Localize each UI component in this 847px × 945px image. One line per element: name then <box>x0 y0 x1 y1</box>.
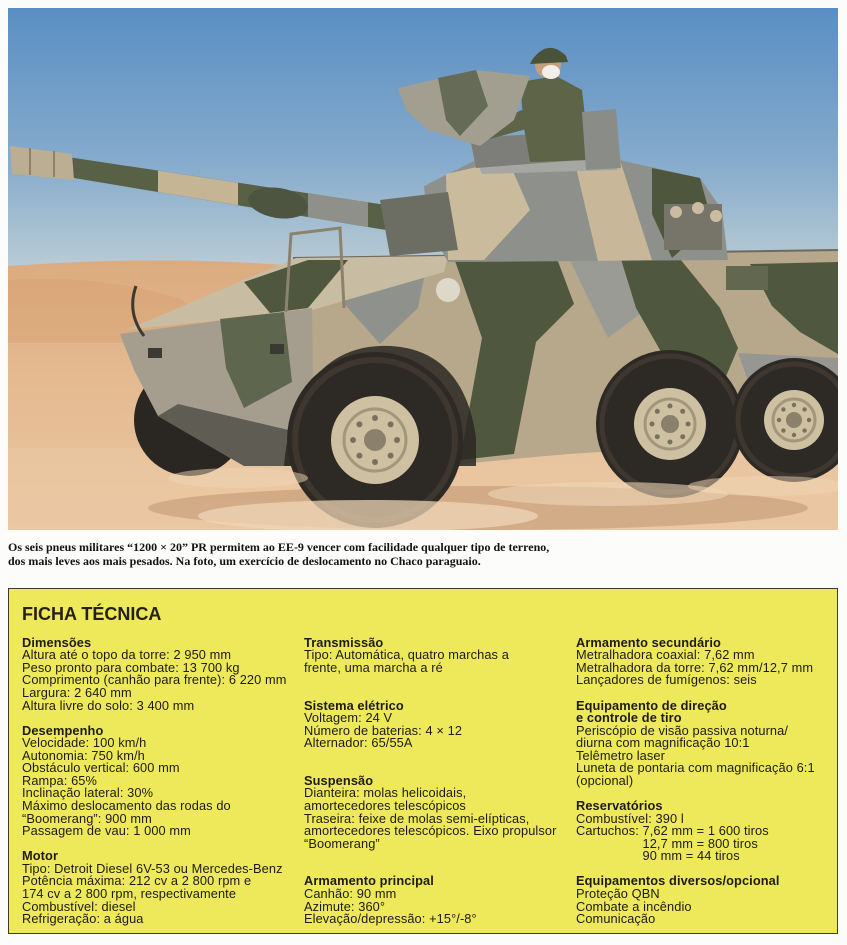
spec-line: Máximo deslocamento das rodas do <box>22 798 231 813</box>
spec-line: Inclinação lateral: 30% <box>22 785 154 801</box>
spec-section-heading: Equipamento de direção <box>576 697 727 713</box>
gun-mantlet <box>380 192 458 256</box>
spec-line: Rampa: 65% <box>22 772 97 788</box>
spec-line: Obstáculo vertical: 600 mm <box>22 760 180 776</box>
photo-caption <box>8 540 838 568</box>
spec-section <box>576 634 815 688</box>
spec-value-line: 90 mm = 44 tiros <box>642 848 740 864</box>
spec-section <box>576 697 815 788</box>
spec-line: 174 cv a 2 800 rpm, respectivamente <box>22 885 237 901</box>
spec-value-line: 12,7 mm = 800 tiros <box>642 835 758 851</box>
headlight <box>148 348 162 358</box>
spec-column <box>576 634 815 927</box>
spec-line: “Boomerang” <box>304 835 380 851</box>
photo-caption-line: Os seis pneus militares “1200 × 20” PR permitem ao EE-9 vencer com facilidade qualquer tipo de terreno, <box>8 540 550 554</box>
spec-section-heading: Suspensão <box>304 772 374 788</box>
wheel <box>596 350 744 498</box>
spec-line: Luneta de pontaria com magnificação 6:1 <box>576 760 815 776</box>
spec-line: Largura: 2 640 mm <box>22 684 132 700</box>
spec-line: amortecedores telescópicos. Eixo propulsor <box>304 823 557 839</box>
spec-section-heading: Transmissão <box>304 634 384 650</box>
spec-line: (opcional) <box>576 772 634 788</box>
spec-line: Peso pronto para combate: 13 700 kg <box>22 659 240 675</box>
spec-column <box>304 634 557 927</box>
spec-line: Telêmetro laser <box>576 747 665 763</box>
spec-line: frente, uma marcha a ré <box>304 659 443 675</box>
smoke-launcher-tube <box>710 210 722 222</box>
spec-section-heading: Motor <box>22 848 59 864</box>
soldier-mask <box>542 65 560 79</box>
spec-line: Altura livre do solo: 3 400 mm <box>22 697 195 713</box>
spec-box <box>8 588 838 934</box>
spec-section <box>22 634 287 713</box>
spec-line: Lançadores de fumígenos: seis <box>576 672 757 688</box>
spec-line: Azimute: 360° <box>304 898 386 914</box>
spec-line: Tipo: Automática, quatro marchas a <box>304 647 509 663</box>
spec-value-line: 7,62 mm = 1 600 tiros <box>642 823 769 839</box>
spec-section-heading: Sistema elétrico <box>304 697 404 713</box>
spec-line: Alternador: 65/55A <box>304 735 413 751</box>
spec-line: Combustível: 390 l <box>576 810 684 826</box>
spec-line: Passagem de vau: 1 000 mm <box>22 823 191 839</box>
spec-line: Combate a incêndio <box>576 898 692 914</box>
spec-section <box>304 697 556 751</box>
vehicle-photo <box>8 8 838 530</box>
spec-multi-values <box>642 825 768 863</box>
spec-line: Elevação/depressão: +15°/-8° <box>304 911 477 927</box>
spec-section-heading: e controle de tiro <box>576 710 682 726</box>
spec-line: Tipo: Detroit Diesel 6V-53 ou Mercedes-Benz <box>22 860 283 876</box>
spec-section-heading: Dimensões <box>22 634 92 650</box>
spec-section-heading: Desempenho <box>22 722 104 738</box>
spec-line: diurna com magnificação 10:1 <box>576 735 750 751</box>
spec-line: Metralhadora coaxial: 7,62 mm <box>576 647 755 663</box>
spec-line: Velocidade: 100 km/h <box>22 735 147 751</box>
spec-line: Metralhadora da torre: 7,62 mm/12,7 mm <box>576 659 814 675</box>
spec-line: Voltagem: 24 V <box>304 710 393 726</box>
spec-section <box>304 875 556 925</box>
spec-box-title: FICHA TÉCNICA <box>22 604 162 624</box>
spec-line: Refrigeração: a água <box>22 911 144 927</box>
spec-line: “Boomerang”: 900 mm <box>22 810 152 826</box>
spec-line: Potência máxima: 212 cv a 2 800 rpm e <box>22 873 252 889</box>
spec-line: Combustível: diesel <box>22 898 136 914</box>
spec-line: Periscópio de visão passiva noturna/ <box>576 722 789 738</box>
spec-section <box>576 875 815 925</box>
spec-line: Número de baterias: 4 × 12 <box>304 722 463 738</box>
spec-multi-label: Cartuchos: <box>576 823 639 839</box>
spec-section <box>304 772 557 851</box>
spec-section <box>576 800 815 863</box>
spec-section-heading: Equipamentos diversos/opcional <box>576 873 780 889</box>
soldier-body <box>520 76 590 162</box>
spec-line: Dianteira: molas helicoidais, <box>304 785 467 801</box>
spec-line: Traseira: feixe de molas semi-elípticas, <box>304 810 530 826</box>
right-hatch <box>582 109 621 170</box>
spec-line: Comprimento (canhão para frente): 6 220 mm <box>22 672 287 688</box>
smoke-launcher-tube <box>670 206 682 218</box>
spec-line: Autonomia: 750 km/h <box>22 747 145 763</box>
vehicle-photo-image <box>8 8 838 530</box>
spec-section-heading: Reservatórios <box>576 798 663 813</box>
spec-line: Altura até o topo da torre: 2 950 mm <box>22 647 232 663</box>
spec-section-heading: Armamento principal <box>304 873 434 889</box>
spec-section <box>304 634 556 675</box>
spec-column <box>22 634 287 927</box>
spec-line: Canhão: 90 mm <box>304 885 397 901</box>
spec-line: amortecedores telescópicos <box>304 798 466 813</box>
spec-multi-line <box>576 825 815 863</box>
spec-section <box>22 850 287 925</box>
stowage-box <box>726 266 768 290</box>
headlight <box>270 344 284 354</box>
spec-line: Proteção QBN <box>576 885 660 901</box>
spec-section <box>22 722 287 839</box>
spec-section-heading: Armamento secundário <box>576 634 721 650</box>
photo-caption-line: dos mais leves aos mais pesados. Na foto, um exercício de deslocamento no Chaco paraguaio. <box>8 554 481 568</box>
spec-line: Comunicação <box>576 911 656 927</box>
smoke-launcher-tube <box>692 202 704 214</box>
emblem <box>436 278 460 302</box>
